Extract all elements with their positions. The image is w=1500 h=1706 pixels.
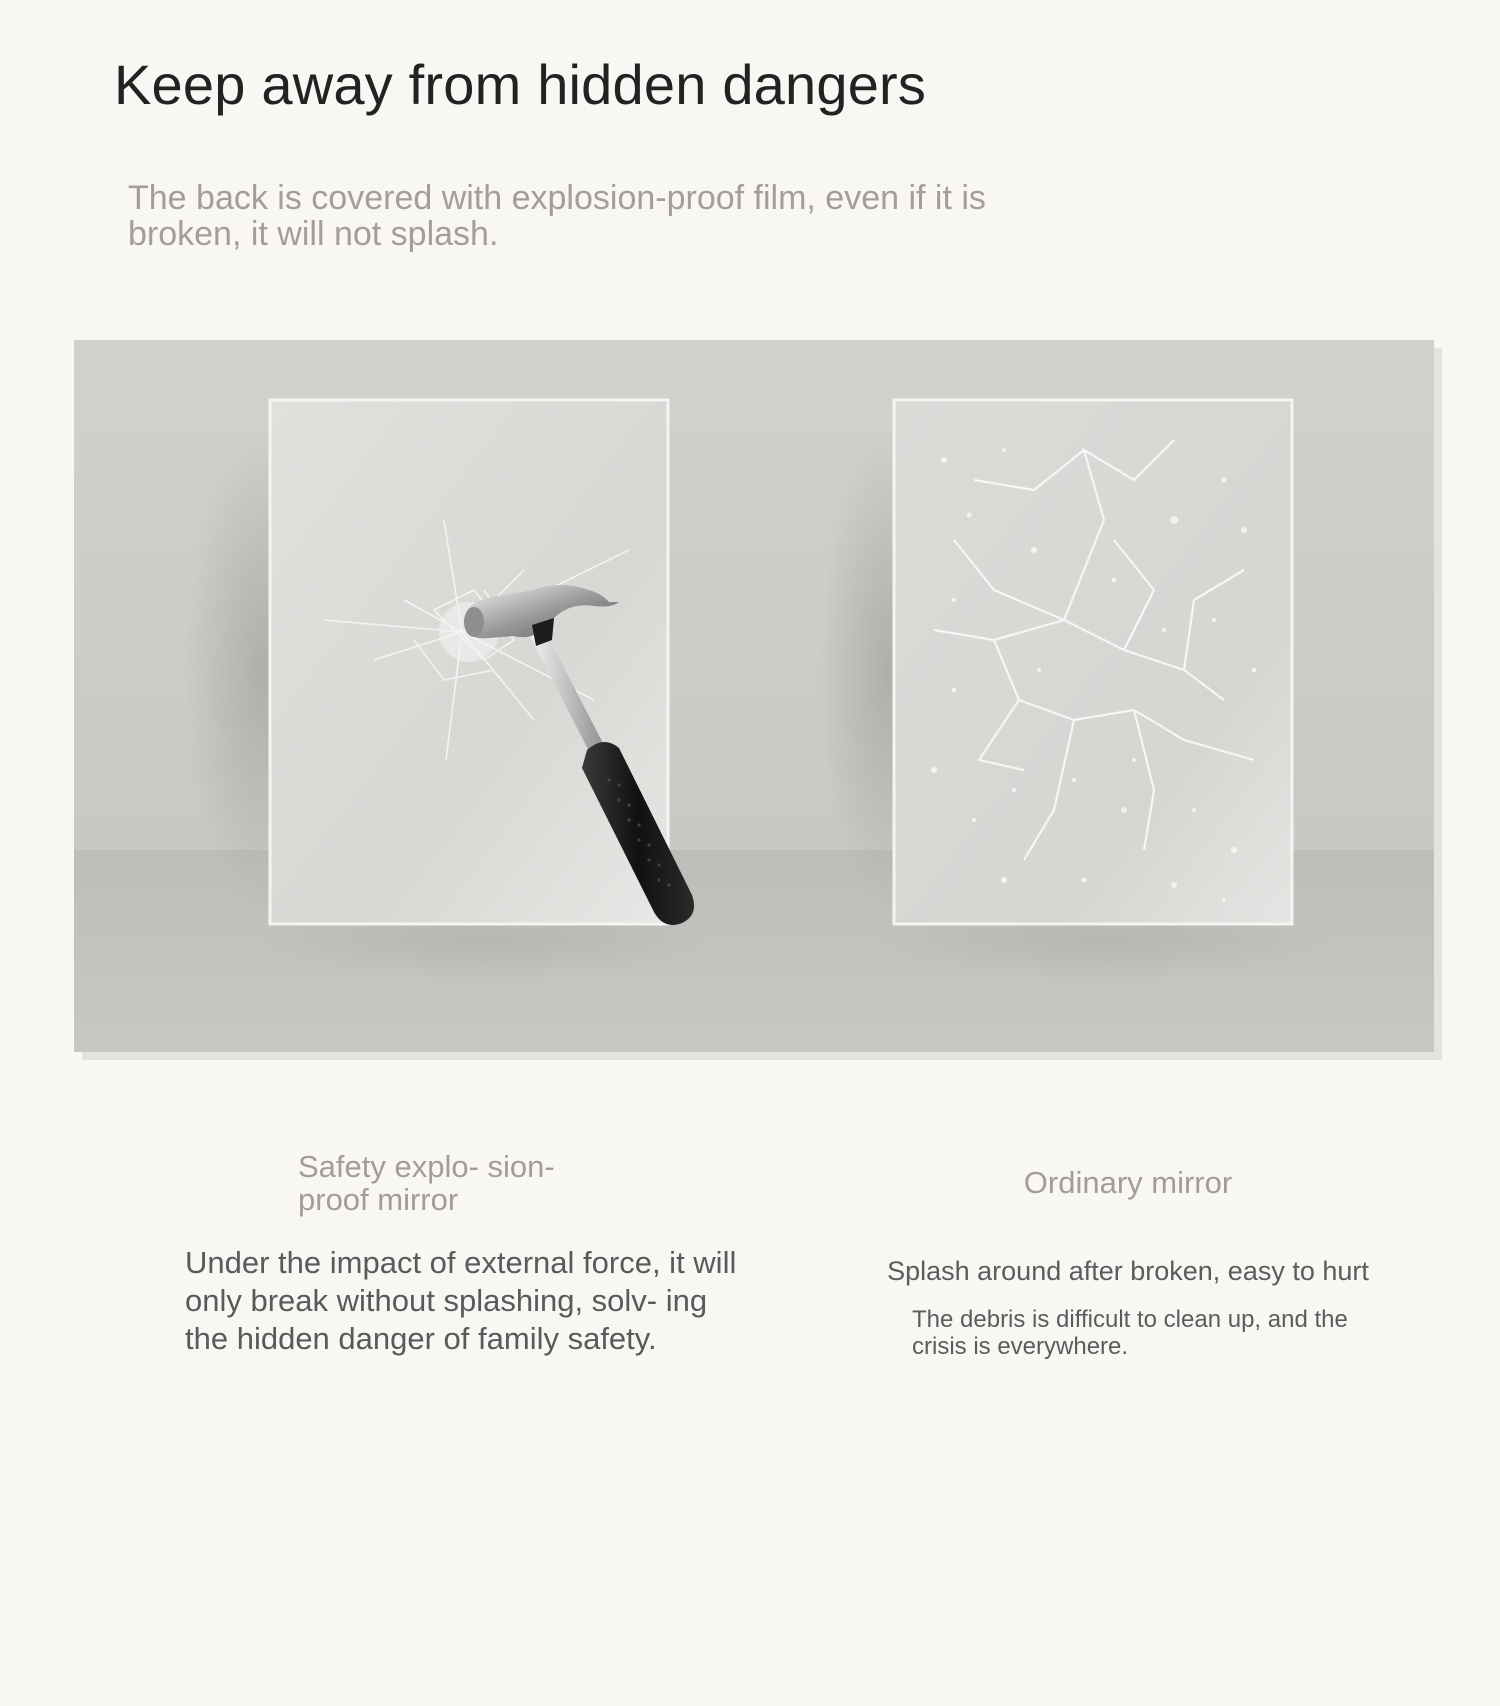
page-title: Keep away from hidden dangers — [114, 53, 927, 116]
page-subtitle: The back is covered with explosion-proof film, even if it is broken, it will not splash. — [128, 179, 986, 253]
ordinary-mirror-title: Ordinary mirror — [1023, 1165, 1233, 1200]
safety-mirror-title: Safety explo- sion-proof mirror — [298, 1149, 555, 1217]
mirror-comparison-image — [74, 340, 1434, 1052]
ordinary-mirror-panel — [894, 400, 1292, 924]
safety-mirror-description: Under the impact of external force, it will only break without splashing, solv- ing the hidden danger of family safety. — [185, 1245, 737, 1356]
safety-mirror-panel — [270, 400, 668, 924]
ordinary-mirror-description: Splash around after broken, easy to hurt — [887, 1256, 1369, 1286]
scene-illustration — [74, 340, 1434, 1052]
ordinary-mirror-note: The debris is difficult to clean up, and the crisis is everywhere. — [912, 1306, 1348, 1360]
